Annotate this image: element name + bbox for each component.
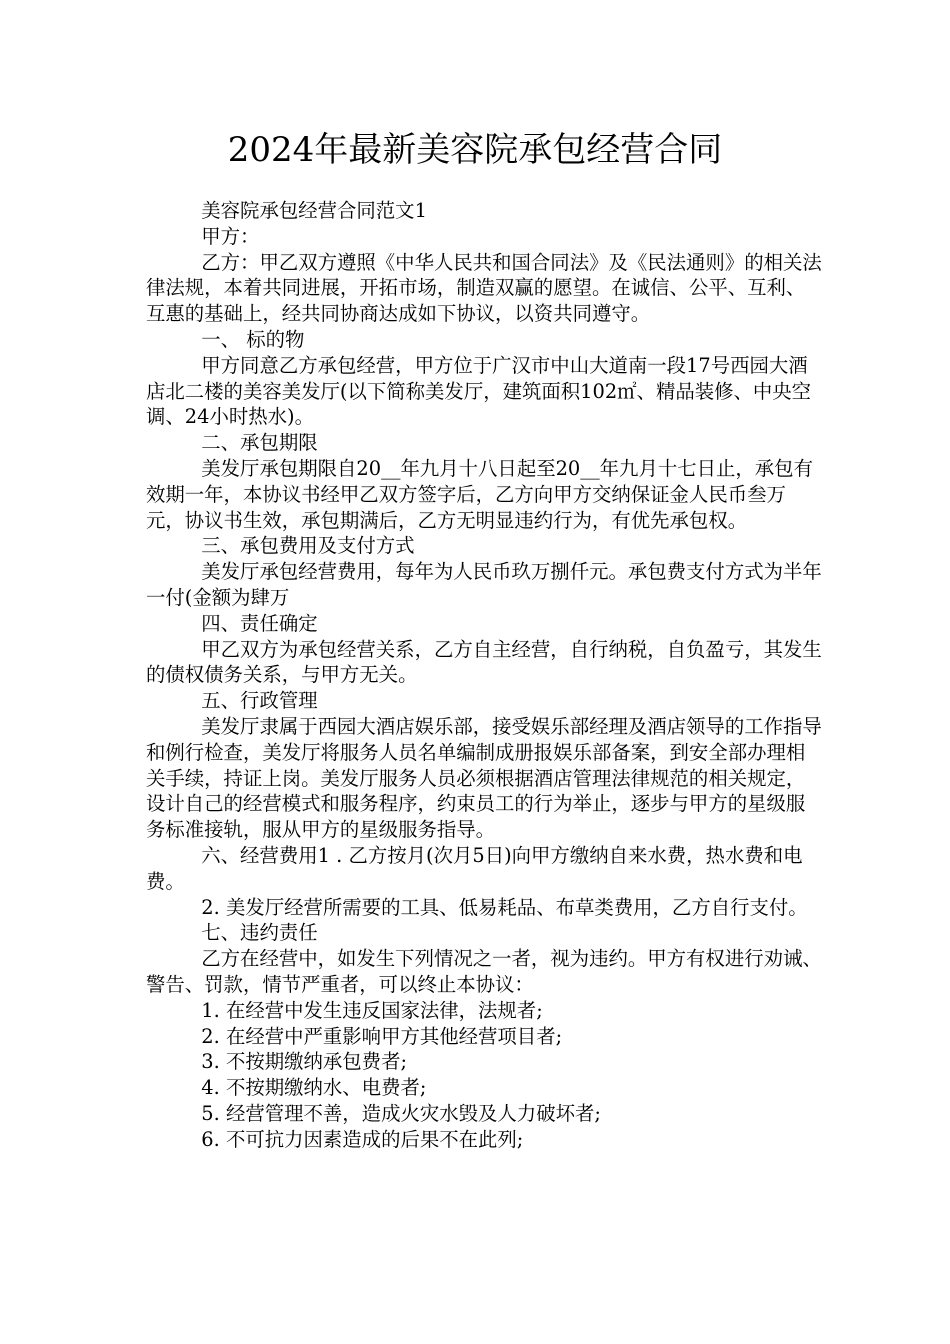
- heading-responsibility: 四、责任确定: [201, 611, 318, 635]
- paragraph-operating-costs-1: 六、经营费用1 . 乙方按月(次月5日)向甲方缴纳自来水费，热水费和电费。: [146, 843, 803, 893]
- paragraph-party-a: 甲方：: [201, 224, 260, 248]
- paragraph-fees-payment: 美发厅承包经营费用，每年为人民币玖万捌仟元。承包费支付方式为半年一付(金额为肆万: [146, 560, 822, 609]
- list-item: 2. 在经营中严重影响甲方其他经营项目者;: [201, 1024, 563, 1048]
- heading-contract-term: 二、承包期限: [201, 431, 318, 455]
- paragraph-responsibility: 甲乙双方为承包经营关系，乙方自主经营，自行纳税，自负盈亏，其发生的债权债务关系，与甲方无关。: [146, 637, 822, 687]
- heading-fees-payment: 三、承包费用及支付方式: [201, 534, 415, 558]
- paragraph-section-heading: 美容院承包经营合同范文1: [201, 199, 427, 222]
- heading-subject-matter: 一、 标的物: [201, 327, 305, 351]
- heading-administration: 五、行政管理: [201, 689, 318, 713]
- document-body: [146, 198, 824, 1152]
- paragraph-operating-costs-2: 2. 美发厅经营所需要的工具、低易耗品、布草类费用，乙方自行支付。: [201, 895, 808, 919]
- list-item: 1. 在经营中发生违反国家法律，法规者;: [201, 998, 543, 1022]
- list-item: 5. 经营管理不善，造成火灾水毁及人力破坏者;: [201, 1101, 601, 1125]
- document-title: 2024年最新美容院承包经营合同: [227, 130, 723, 170]
- paragraph-breach: 乙方在经营中，如发生下列情况之一者，视为违约。甲方有权进行劝诫、警告、罚款，情节严重者，可以终止本协议：: [146, 947, 822, 996]
- list-item: 4. 不按期缴纳水、电费者;: [201, 1076, 427, 1100]
- heading-breach: 七、违约责任: [201, 921, 318, 945]
- list-item: 6. 不可抗力因素造成的后果不在此列;: [201, 1127, 524, 1151]
- paragraph-party-b-preamble: 乙方：甲乙双方遵照《中华人民共和国合同法》及《民法通则》的相关法律法规，本着共同进展，开拓市场，制造双赢的愿望。在诚信、公平、互利、互惠的基础上，经共同协商达成如下协议，以资共同遵守。: [146, 250, 822, 326]
- paragraph-administration: 美发厅隶属于西园大酒店娱乐部，接受娱乐部经理及酒店领导的工作指导和例行检查，美发厅将服务人员名单编制成册报娱乐部备案，到安全部办理相关手续，持证上岗。美发厅服务人员必须根据酒店管理法律规范的相关规定，设计自己的经营模式和服务程序，约束员工的行为举止，逐步与甲方的星级服务标准接轨，服从甲方的星级服务指导。: [146, 714, 822, 842]
- paragraph-contract-term: 美发厅承包期限自20__年九月十八日起至20__年九月十七日止，承包有效期一年，本协议书经甲乙双方签字后，乙方向甲方交纳保证金人民币叁万元，协议书生效，承包期满后，乙方无明显违约行为，有优先承包权。: [146, 456, 813, 532]
- list-item: 3. 不按期缴纳承包费者;: [201, 1050, 407, 1074]
- paragraph-subject-matter: 甲方同意乙方承包经营，甲方位于广汉市中山大道南一段17号西园大酒店北二楼的美容美发厅(以下简称美发厅，建筑面积102㎡、精品装修、中央空调、24小时热水)。: [146, 353, 812, 429]
